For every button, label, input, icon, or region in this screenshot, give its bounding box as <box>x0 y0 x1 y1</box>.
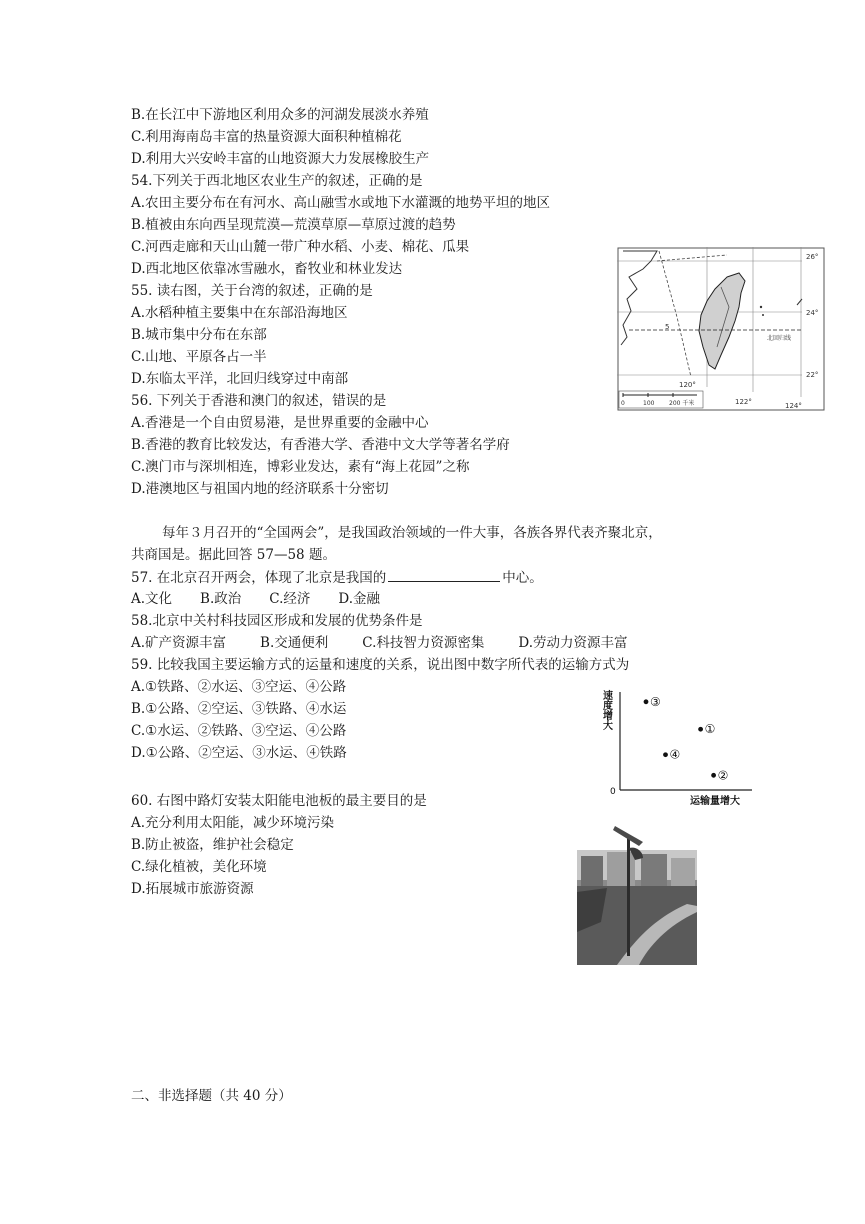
q54-option-b: B.植被由东向西呈现荒漠—荒漠草原—草原过渡的趋势 <box>131 217 456 233</box>
q55-option-a: A.水稻种植主要集中在东部沿海地区 <box>131 305 348 321</box>
q56-stem: 56. 下列关于香港和澳门的叙述，错误的是 <box>131 393 387 409</box>
taiwan-map <box>617 247 825 411</box>
lon-label-120: 120° <box>679 381 696 389</box>
q58-stem: 58.北京中关村科技园区形成和发展的优势条件是 <box>131 613 423 629</box>
q56-option-b: B.香港的教育比较发达，有香港大学、香港中文大学等著名学府 <box>131 437 510 453</box>
scale-label-200: 200 千米 <box>669 400 695 407</box>
x-axis-label: 运输量增大 <box>690 796 740 807</box>
q58-option-b: B.交通便利 <box>260 635 329 651</box>
q57-stem <box>131 567 543 588</box>
q58-options <box>131 633 628 653</box>
q58-option-d: D.劳动力资源丰富 <box>518 635 628 651</box>
scale-label-100: 100 <box>643 400 655 407</box>
q55-option-c: C.山地、平原各占一半 <box>131 349 267 365</box>
tropic-label: 北回归线 <box>767 335 792 342</box>
q57-option-a: A.文化 <box>131 591 173 607</box>
solar-street-lamp-photo <box>577 822 697 965</box>
transport-point-label-4: ② <box>717 768 729 783</box>
q53-option-c: C.利用海南岛丰富的热量资源大面积种植棉花 <box>131 129 402 145</box>
q53-option-d: D.利用大兴安岭丰富的山地资源大力发展橡胶生产 <box>131 151 430 167</box>
q60-option-c: C.绿化植被，美化环境 <box>131 859 267 875</box>
q55-stem: 55. 读右图，关于台湾的叙述，正确的是 <box>131 283 373 299</box>
q57-options <box>131 589 380 609</box>
q58-option-a: A.矿产资源丰富 <box>131 635 227 651</box>
q54-option-d: D.西北地区依靠冰雪融水，畜牧业和林业发达 <box>131 261 403 277</box>
passage-line-2: 共商国是。据此回答 57—58 题。 <box>131 547 336 563</box>
q56-option-c: C.澳门市与深圳相连，博彩业发达，素有“海上花园”之称 <box>131 459 470 475</box>
q60-stem: 60. 右图中路灯安装太阳能电池板的最主要目的是 <box>131 793 427 809</box>
q59-option-d: D.①公路、②空运、③水运、④铁路 <box>131 745 347 761</box>
q59-option-b: B.①公路、②空运、③铁路、④水运 <box>131 701 347 717</box>
transport-chart <box>600 684 760 808</box>
q57-stem-before: 57. 在北京召开两会，体现了北京是我国的 <box>131 570 387 586</box>
lon-label-124: 124° <box>785 402 802 410</box>
q57-option-b: B.政治 <box>200 591 242 607</box>
transport-point-3 <box>663 752 668 757</box>
q57-answer-blank <box>388 567 500 582</box>
q57-option-c: C.经济 <box>269 591 311 607</box>
lon-label-122: 122° <box>735 398 752 406</box>
q58-option-c: C.科技智力资源密集 <box>362 635 485 651</box>
q54-stem: 54.下列关于西北地区农业生产的叙述，正确的是 <box>131 173 423 189</box>
q59-option-c: C.①水运、②铁路、③空运、④公路 <box>131 723 347 739</box>
lamp-pole <box>627 836 630 956</box>
transport-point-2 <box>698 727 703 732</box>
q56-option-d: D.港澳地区与祖国内地的经济联系十分密切 <box>131 481 389 497</box>
map-point-label: 5 <box>665 323 670 331</box>
transport-point-1 <box>644 699 649 704</box>
transport-point-label-2: ① <box>704 722 716 737</box>
lat-label-26: 26° <box>806 253 819 261</box>
q60-option-d: D.拓展城市旅游资源 <box>131 881 254 897</box>
transport-point-label-3: ④ <box>669 747 681 762</box>
q54-option-a: A.农田主要分布在有河水、高山融雪水或地下水灌溉的地势平坦的地区 <box>131 195 551 211</box>
transport-point-4 <box>711 773 716 778</box>
q59-stem: 59. 比较我国主要运输方式的运量和速度的关系，说出图中数字所代表的运输方式为 <box>131 657 630 673</box>
q53-option-b: B.在长江中下游地区利用众多的河湖发展淡水养殖 <box>131 107 429 123</box>
lat-label-24: 24° <box>806 309 819 317</box>
q60-option-a: A.充分利用太阳能，减少环境污染 <box>131 815 335 831</box>
q55-option-d: D.东临太平洋，北回归线穿过中南部 <box>131 371 349 387</box>
q57-option-d: D.金融 <box>338 591 381 607</box>
q54-option-c: C.河西走廊和天山山麓一带广种水稻、小麦、棉花、瓜果 <box>131 239 470 255</box>
q55-option-b: B.城市集中分布在东部 <box>131 327 267 343</box>
scale-label-0: 0 <box>621 400 625 407</box>
section-2-heading: 二、非选择题（共 40 分） <box>131 1088 292 1104</box>
q57-stem-after: 中心。 <box>502 570 543 586</box>
transport-point-label-1: ③ <box>650 694 661 709</box>
y-axis-label: 速度增大 <box>600 690 612 730</box>
q56-option-a: A.香港是一个自由贸易港，是世界重要的金融中心 <box>131 415 429 431</box>
origin-label: 0 <box>610 787 616 797</box>
q59-option-a: A.①铁路、②水运、③空运、④公路 <box>131 679 347 695</box>
lat-label-22: 22° <box>806 371 819 379</box>
q60-option-b: B.防止被盗，维护社会稳定 <box>131 837 294 853</box>
passage-line-1: 每年３月召开的“全国两会”，是我国政治领域的一件大事，各族各界代表齐聚北京， <box>162 525 662 541</box>
